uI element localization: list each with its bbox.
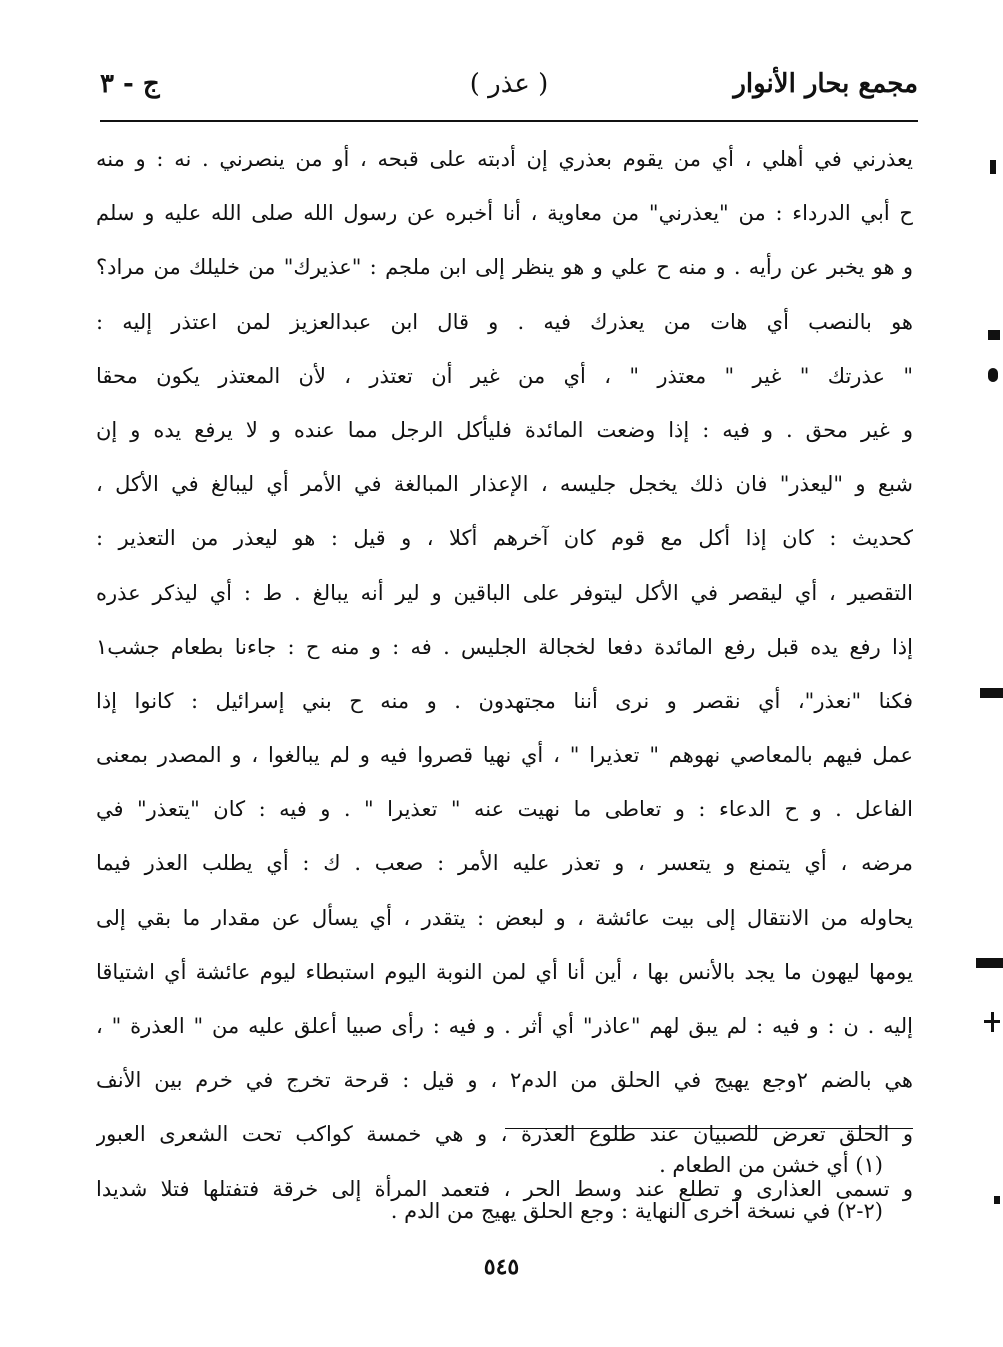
text-line: عمل فيهم بالمعاصي نهوهم " تعذيرا " ، أي نهيا قصروا فيه و لم يبالغوا ، و المصدر بمعنى bbox=[96, 743, 913, 768]
text-line: كحديث : كان إذا أكل مع قوم كان آخرهم أكلا ، و قيل : هو ليعذر من التعذير : bbox=[96, 526, 913, 551]
text-line: هو بالنصب أي هات من يعذرك فيه . و قال ابن عبدالعزيز لمن اعتذر إليه : bbox=[96, 309, 913, 334]
scan-mark bbox=[976, 958, 1003, 968]
footnote: (١) أي خشن من الطعام . bbox=[659, 1153, 883, 1177]
text-line: مرضه ، أي يتمنع و يتعسر ، و تعذر عليه الأمر : صعب . ك : أي يطلب العذر فيما bbox=[96, 851, 913, 876]
header-rule bbox=[100, 120, 918, 122]
text-line: ح أبي الدرداء : من "يعذرني" من معاوية ، أنا أخبره عن رسول الله صلى الله عليه و سلم bbox=[96, 201, 913, 226]
text-line: يحاوله من الانتقال إلى بيت عائشة ، و لبعض : يتقدر ، أي يسأل عن مقدار ما بقي إلى bbox=[96, 905, 913, 930]
scan-mark bbox=[990, 160, 996, 174]
running-header bbox=[100, 62, 918, 106]
footnote: (٢-٢) في نسخة أخرى النهاية : وجع الحلق يهيج من الدم . bbox=[390, 1199, 883, 1223]
text-line: شبع و "ليعذر" فان ذلك يخجل جليسه ، الإعذار المبالغة في الأمر أي ليبالغ في الأكل ، bbox=[96, 472, 913, 497]
text-line: التقصير ، أي ليقصر في الأكل ليتوفر على الباقين و لير أنه يبالغ . ط : أي ليذكر عذره bbox=[96, 580, 913, 605]
text-line: و تسمى العذارى و تطلع عند وسط الحر ، فتعمد المرأة إلى خرقة فتفتلها فتلا شديدا bbox=[96, 1176, 913, 1201]
volume-number: ج - ٣ bbox=[100, 69, 160, 99]
scan-mark bbox=[988, 330, 1000, 340]
page-number: ٥٤٥ bbox=[483, 1254, 520, 1280]
text-line: فكنا "نعذر"، أي نقصر و نرى أننا مجتهدون . و منه ح بني إسرائيل : كانوا إذا bbox=[96, 688, 913, 713]
text-line: هي بالضم ٢وجع يهيج في الحلق من الدم٢ ، و قيل : قرحة تخرج في خرم بين الأنف bbox=[96, 1068, 913, 1093]
footnote-rule bbox=[505, 1128, 913, 1129]
book-title: مجمع بحار الأنوار bbox=[733, 69, 918, 99]
text-line: إذا رفع يده قبل رفع المائدة دفعا لخجالة الجليس . فه : و منه ح : جاءنا بطعام جشب١ bbox=[96, 634, 913, 659]
scan-mark bbox=[988, 368, 998, 382]
text-line: و غير محق . و فيه : إذا وضعت المائدة فليأكل الرجل مما عنده و لا يرفع يده و إن bbox=[96, 417, 913, 442]
scan-mark bbox=[980, 688, 1003, 698]
text-line: الفاعل . و ح الدعاء : و تعاطى ما نهيت عنه " تعذيرا " . و فيه : كان "يتعذر" في bbox=[96, 797, 913, 822]
text-line: يومها ليهون ما يجد بالأنس بها ، أين أنا أي لمن النوبة اليوم استبطاء ليوم عائشة أي اشتياقا bbox=[96, 959, 913, 984]
text-line: يعذرني في أهلي ، أي من يقوم بعذري إن أدبته على قبحه ، أو من ينصرني . نه : و منه bbox=[96, 147, 913, 171]
text-line: إليه . ن : و فيه : لم يبق لهم "عاذر" أي أثر . و فيه : رأى صبيا أعلق عليه من " العذرة " ، bbox=[96, 1014, 913, 1038]
scan-mark bbox=[991, 1012, 994, 1032]
text-line: و الحلق تعرض للصبيان عند طلوع العذرة ، و هي خمسة كواكب تحت الشعرى العبور bbox=[96, 1122, 913, 1147]
footnotes bbox=[100, 1142, 883, 1234]
entry-heading: ( عذر ) bbox=[469, 69, 549, 99]
scan-mark bbox=[994, 1196, 1000, 1204]
text-line: و هو يخبر عن رأيه . و منه ح علي و هو ينظر إلى ابن ملجم : "عذيرك" من خليلك من مراد؟ bbox=[96, 255, 913, 280]
body-text bbox=[96, 132, 913, 1216]
text-line: " عذرتك " غير " معتذر " ، أي من غير أن تعتذر ، لأن المعتذر يكون محقا bbox=[96, 363, 913, 388]
